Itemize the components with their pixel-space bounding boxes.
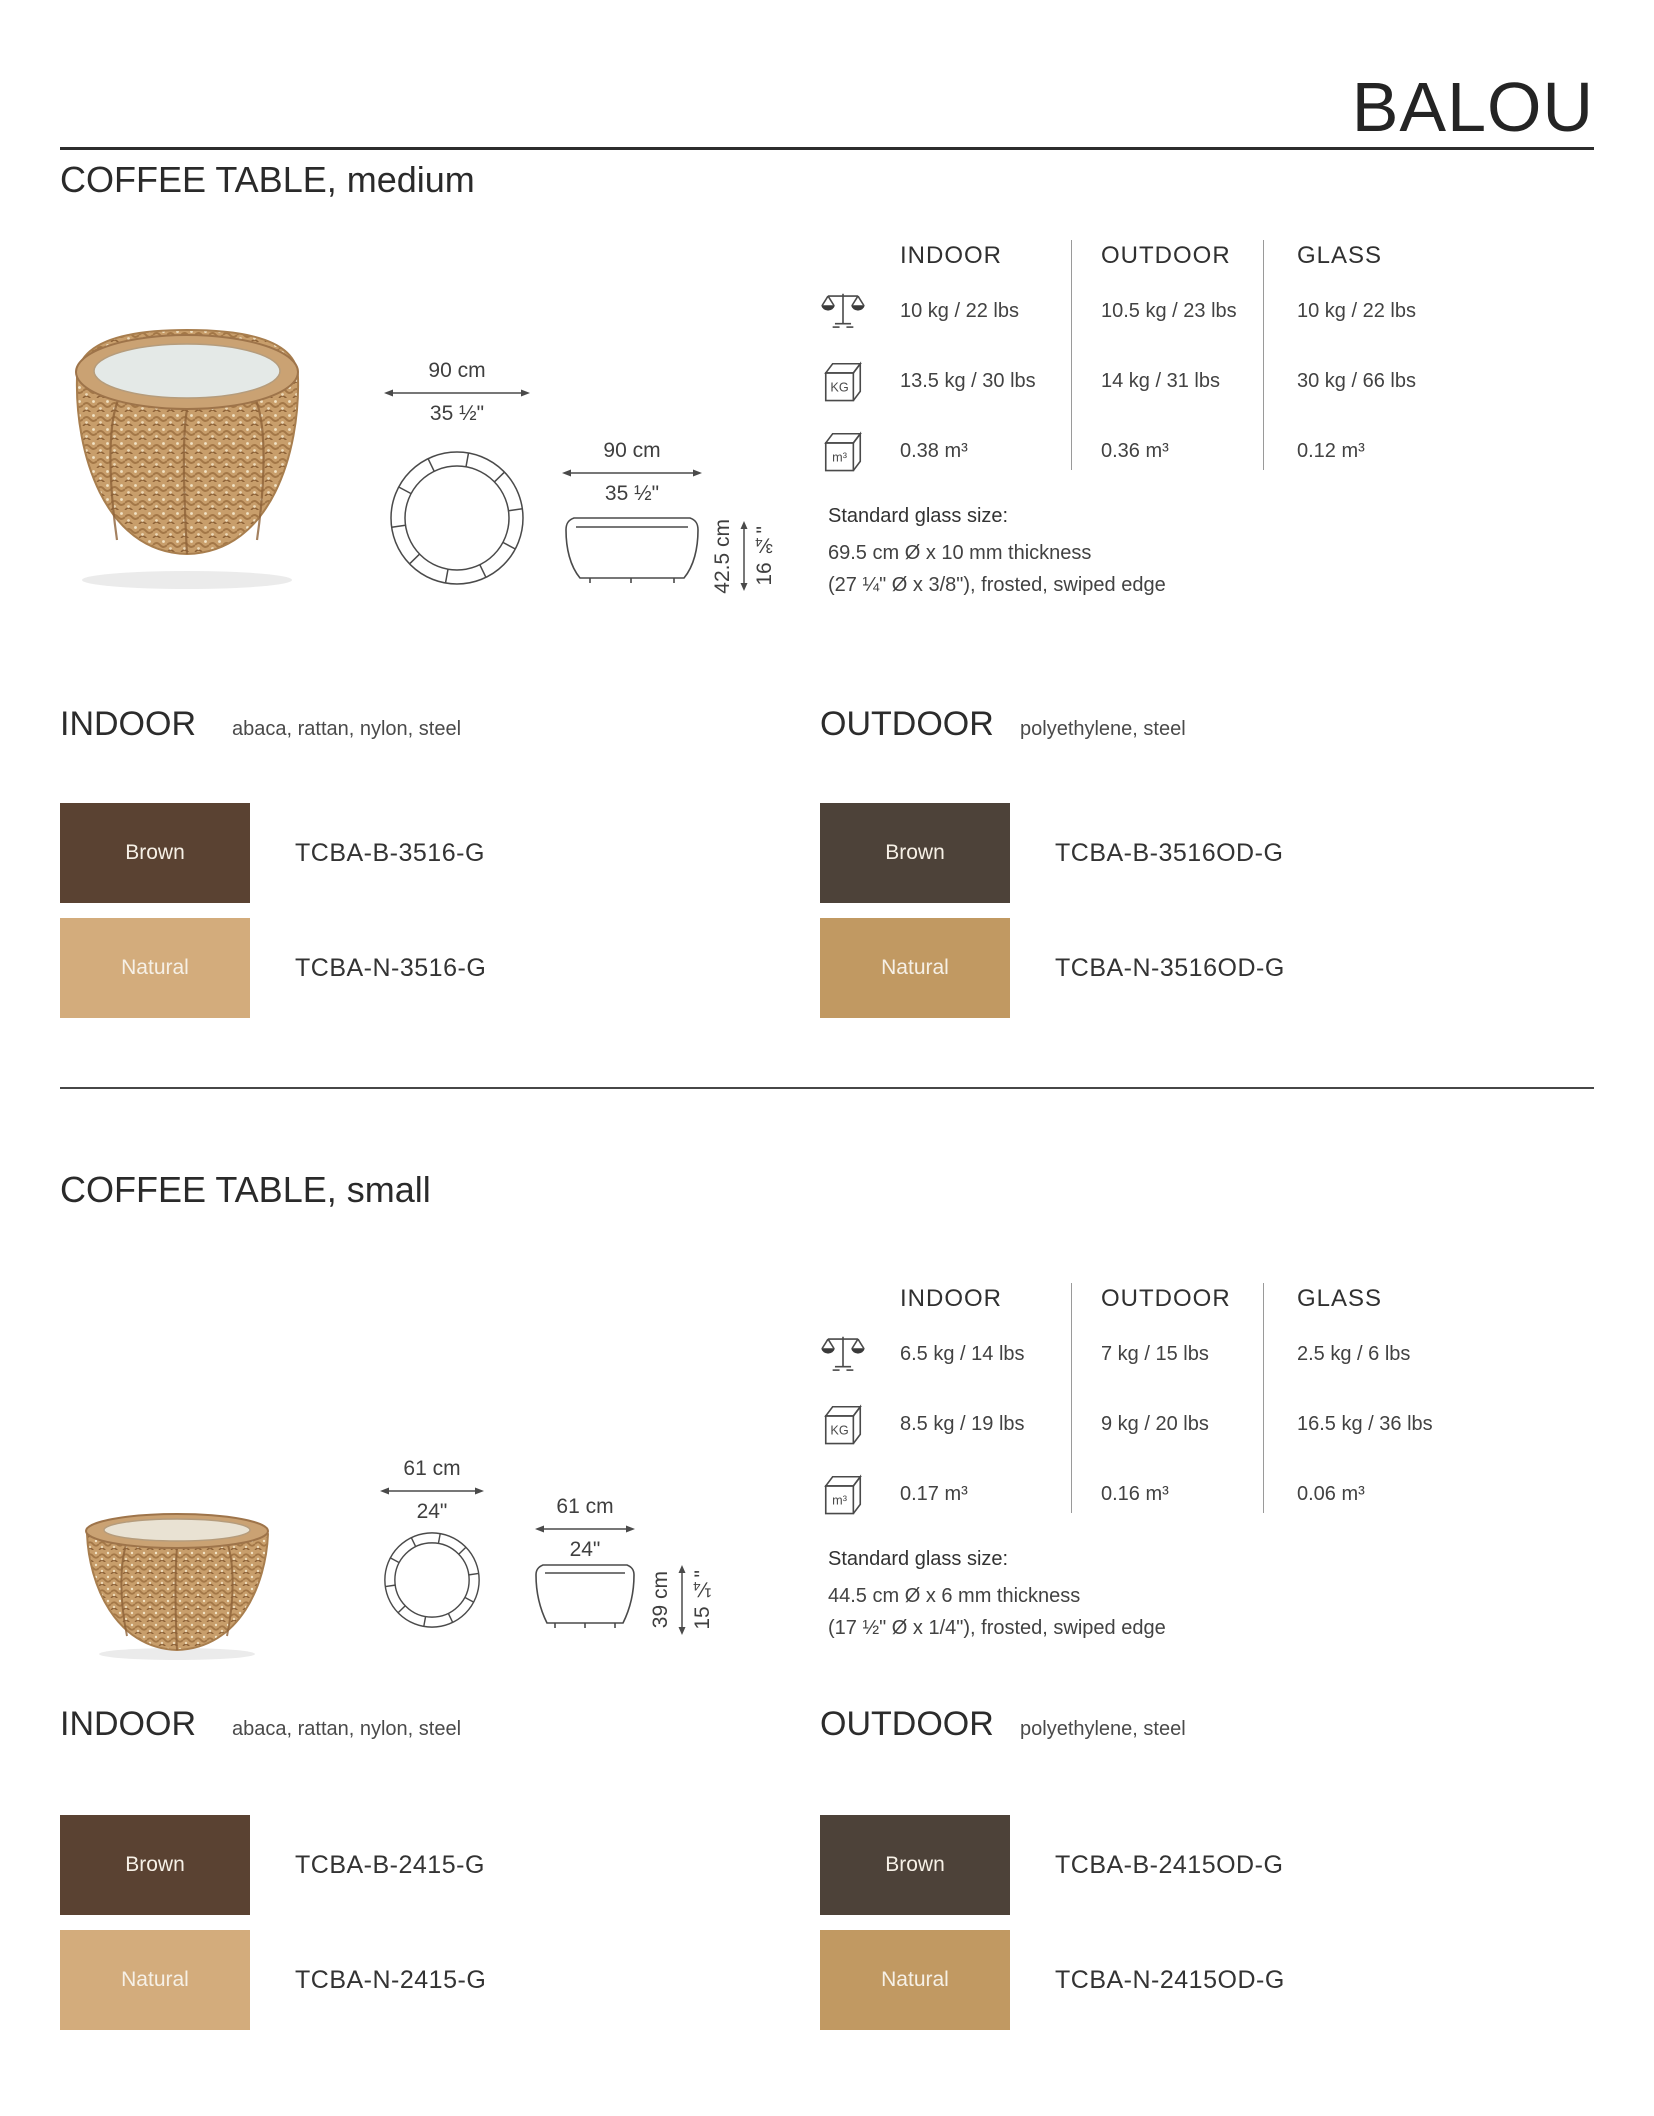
product-code: TCBA-N-2415-G — [295, 1966, 487, 1994]
spec-value: 7 kg / 15 lbs — [1101, 1343, 1209, 1365]
swatch-label: Natural — [121, 1968, 189, 1991]
spec-value: 10 kg / 22 lbs — [1297, 300, 1416, 322]
brand-title: BALOU — [1351, 68, 1594, 146]
spec-value: 10.5 kg / 23 lbs — [1101, 300, 1237, 322]
top-view-drawing-medium — [387, 448, 527, 593]
top-view-width-dimension-medium — [377, 358, 537, 427]
svg-text:m³: m³ — [832, 450, 847, 465]
swatch-indoor-natural — [60, 918, 250, 1018]
spec-column-glass: GLASS — [1297, 1285, 1383, 1312]
swatch-outdoor-natural — [820, 1930, 1010, 2030]
glass-size-label: Standard glass size: — [828, 1548, 1009, 1570]
spec-value: 0.12 m³ — [1297, 440, 1365, 462]
horizontal-arrow — [384, 387, 530, 399]
swatch-label: Brown — [885, 1853, 945, 1876]
dimension-cm: 90 cm — [428, 359, 486, 382]
column-divider — [1263, 1283, 1264, 1513]
spec-value: 16.5 kg / 36 lbs — [1297, 1413, 1433, 1435]
indoor-heading-small: INDOOR — [60, 1705, 196, 1743]
vertical-arrow — [737, 521, 751, 591]
horizontal-arrow — [380, 1485, 484, 1497]
swatch-label: Brown — [125, 841, 185, 864]
volume-box-icon — [820, 428, 866, 479]
swatch-label: Brown — [125, 1853, 185, 1876]
svg-text:KG: KG — [830, 1423, 849, 1438]
spec-table-medium — [820, 232, 1520, 662]
product-code: TCBA-B-2415-G — [295, 1851, 485, 1879]
indoor-materials-medium: abaca, rattan, nylon, steel — [232, 718, 462, 740]
glass-size-label: Standard glass size: — [828, 505, 1009, 527]
swatch-label: Brown — [885, 841, 945, 864]
section-title-medium: COFFEE TABLE, medium — [60, 159, 475, 200]
dimension-in: 16 ¾" — [753, 526, 776, 586]
spec-value: 14 kg / 31 lbs — [1101, 370, 1220, 392]
product-code: TCBA-B-2415OD-G — [1055, 1851, 1284, 1879]
indoor-materials-small: abaca, rattan, nylon, steel — [232, 1718, 462, 1740]
column-divider — [1071, 1283, 1072, 1513]
spec-column-indoor: INDOOR — [900, 242, 1002, 269]
dimension-in: 35 ½" — [604, 482, 660, 505]
spec-value: 8.5 kg / 19 lbs — [900, 1413, 1025, 1435]
swatch-label: Natural — [881, 956, 949, 979]
swatch-outdoor-natural — [820, 918, 1010, 1018]
spec-value: 13.5 kg / 30 lbs — [900, 370, 1036, 392]
vertical-arrow — [675, 1565, 689, 1635]
svg-text:m³: m³ — [832, 1493, 847, 1508]
swatch-label: Natural — [121, 956, 189, 979]
glass-size-line2: (27 ¼" Ø x 3/8"), frosted, swiped edge — [828, 574, 1166, 596]
spec-value: 0.38 m³ — [900, 440, 968, 462]
swatch-label: Natural — [881, 1968, 949, 1991]
svg-text:KG: KG — [830, 380, 849, 395]
spec-value: 0.17 m³ — [900, 1483, 968, 1505]
glass-size-line1: 44.5 cm Ø x 6 mm thickness — [828, 1585, 1081, 1607]
spec-column-indoor: INDOOR — [900, 1285, 1002, 1312]
spec-value: 0.36 m³ — [1101, 440, 1169, 462]
side-view-height-dimension-medium — [712, 506, 776, 606]
scale-icon — [820, 1331, 866, 1382]
dimension-cm: 90 cm — [603, 439, 661, 462]
kg-box-icon — [820, 1401, 866, 1452]
header-rule — [60, 147, 1594, 150]
side-view-width-dimension-small — [505, 1494, 665, 1563]
dimension-in: 35 ½" — [429, 402, 485, 425]
outdoor-materials-small: polyethylene, steel — [1020, 1718, 1186, 1740]
product-code: TCBA-B-3516OD-G — [1055, 839, 1284, 867]
side-view-width-dimension-medium — [552, 438, 712, 507]
swatch-outdoor-brown — [820, 803, 1010, 903]
spec-column-outdoor: OUTDOOR — [1101, 1285, 1231, 1312]
product-code: TCBA-N-3516OD-G — [1055, 954, 1285, 982]
dimension-cm: 39 cm — [649, 1571, 672, 1629]
section-title-small: COFFEE TABLE, small — [60, 1169, 431, 1210]
dimension-in: 24" — [416, 1500, 448, 1523]
side-view-drawing-medium — [562, 514, 702, 595]
spec-value: 2.5 kg / 6 lbs — [1297, 1343, 1411, 1365]
dimension-in: 15 ¼" — [691, 1570, 714, 1630]
dimension-cm: 61 cm — [556, 1495, 614, 1518]
scale-icon — [820, 288, 866, 339]
glass-size-line1: 69.5 cm Ø x 10 mm thickness — [828, 542, 1092, 564]
dimension-cm: 42.5 cm — [711, 518, 734, 594]
horizontal-arrow — [562, 467, 702, 479]
swatch-outdoor-brown — [820, 1815, 1010, 1915]
swatch-indoor-natural — [60, 1930, 250, 2030]
spec-value: 0.16 m³ — [1101, 1483, 1169, 1505]
outdoor-materials-medium: polyethylene, steel — [1020, 718, 1186, 740]
spec-value: 30 kg / 66 lbs — [1297, 370, 1416, 392]
spec-table-small — [820, 1275, 1520, 1705]
spec-value: 10 kg / 22 lbs — [900, 300, 1019, 322]
spec-column-outdoor: OUTDOOR — [1101, 242, 1231, 269]
spec-value: 6.5 kg / 14 lbs — [900, 1343, 1025, 1365]
product-photo-medium — [55, 300, 320, 600]
top-view-drawing-small — [382, 1530, 482, 1635]
product-code: TCBA-N-3516-G — [295, 954, 487, 982]
horizontal-arrow — [535, 1523, 635, 1535]
swatch-indoor-brown — [60, 803, 250, 903]
product-code: TCBA-B-3516-G — [295, 839, 485, 867]
spec-column-glass: GLASS — [1297, 242, 1383, 269]
spec-value: 9 kg / 20 lbs — [1101, 1413, 1209, 1435]
spec-value: 0.06 m³ — [1297, 1483, 1365, 1505]
section-divider — [60, 1087, 1594, 1089]
dimension-in: 24" — [569, 1538, 601, 1561]
product-code: TCBA-N-2415OD-G — [1055, 1966, 1285, 1994]
outdoor-heading-small: OUTDOOR — [820, 1705, 994, 1743]
indoor-heading-medium: INDOOR — [60, 705, 196, 743]
glass-size-line2: (17 ½" Ø x 1/4"), frosted, swiped edge — [828, 1617, 1166, 1639]
column-divider — [1263, 240, 1264, 470]
volume-box-icon — [820, 1471, 866, 1522]
top-view-width-dimension-small — [352, 1456, 512, 1525]
kg-box-icon — [820, 358, 866, 409]
dimension-cm: 61 cm — [403, 1457, 461, 1480]
product-photo-small — [75, 1502, 280, 1667]
side-view-drawing-small — [533, 1562, 637, 1637]
outdoor-heading-medium: OUTDOOR — [820, 705, 994, 743]
column-divider — [1071, 240, 1072, 470]
side-view-height-dimension-small — [650, 1552, 714, 1648]
swatch-indoor-brown — [60, 1815, 250, 1915]
